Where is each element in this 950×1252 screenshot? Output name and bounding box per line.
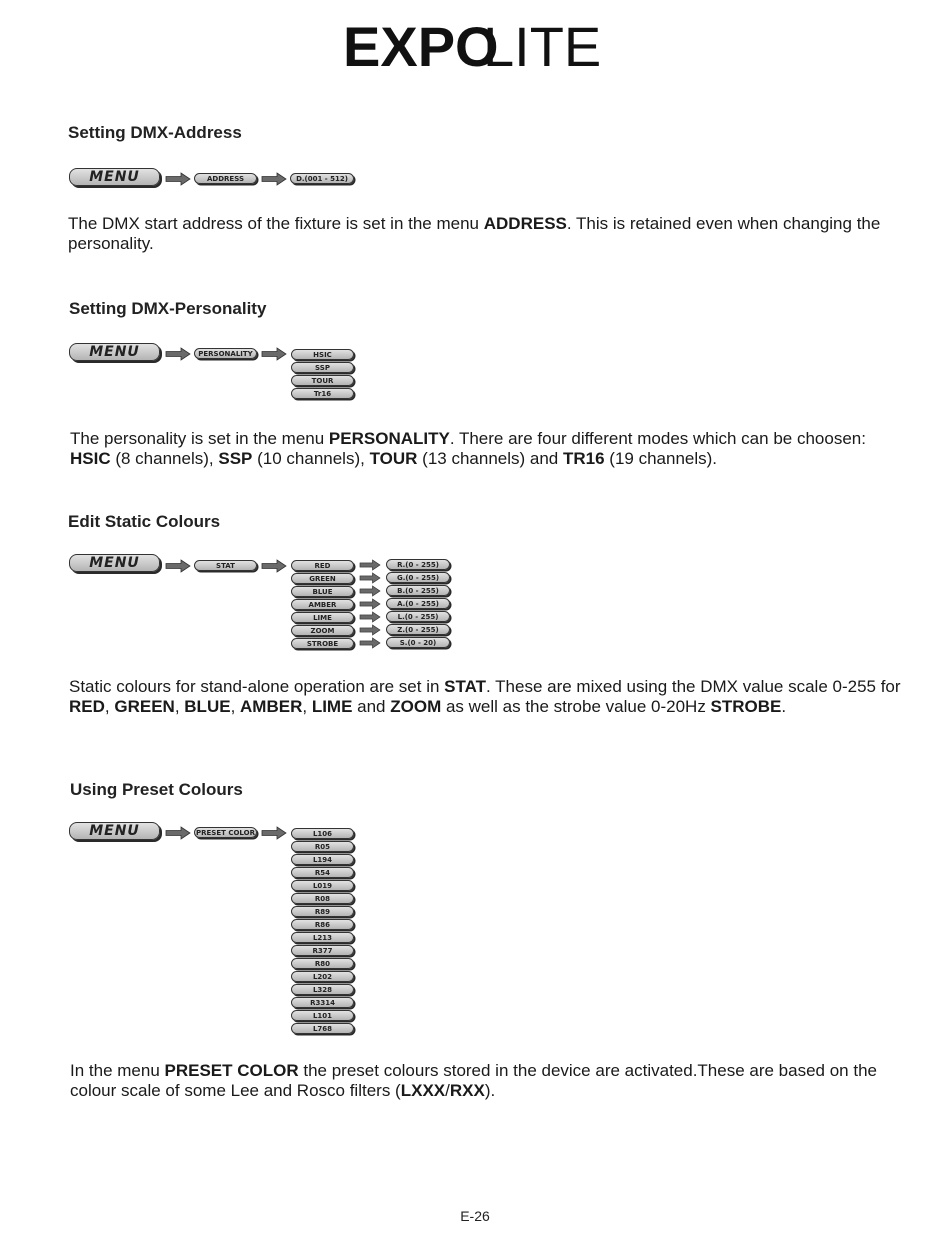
preset-option-label: R86 [314,920,331,929]
preset-option [291,919,354,930]
paragraph-personality: The personality is set in the menu PERSONALITY. There are four different modes which can be choosen: HSIC (8 channels), SSP (10 channels), TOUR (13 channels) and TR16 (19 channels). [70,429,866,468]
static-value [386,559,450,570]
preset-option [291,971,354,982]
preset-option-label: R377 [312,946,333,955]
arrow-right-icon [262,173,286,185]
static-value-label: G.(0 - 255) [396,573,440,582]
static-option-label: AMBER [308,600,337,609]
static-option-label: RED [314,561,331,570]
arrow-right-icon [358,586,382,596]
heading-edit-static-colours: Edit Static Colours [68,512,221,531]
menu-button: MENU [69,822,160,840]
static-option-label: STROBE [306,639,339,648]
heading-setting-dmx-personality: Setting DMX-Personality [69,299,267,318]
static-value-label: S.(0 - 20) [399,638,437,647]
static-option [291,612,354,623]
preset-color-menu-item-label: PRESET COLOR [196,828,255,837]
static-option [291,560,354,571]
personality-option-label: TOUR [311,376,334,385]
personality-option-label: Tr16 [313,389,332,398]
static-option-label: BLUE [312,587,333,596]
preset-option [291,880,354,891]
preset-option-label: R05 [314,842,331,851]
preset-option-label: L194 [312,855,333,864]
arrow-right-icon [166,348,190,360]
address-menu-item [194,173,257,184]
personality-option [291,375,354,386]
static-option-label: GREEN [309,574,336,583]
menu-button: MENU [69,343,160,361]
personality-menu-item [194,348,257,359]
address-value-item [290,173,354,184]
personality-option [291,362,354,373]
preset-option [291,997,354,1008]
arrow-right-icon [358,573,382,583]
static-value-label: Z.(0 - 255) [397,625,439,634]
personality-option-label: SSP [315,363,330,372]
preset-option-label: R3314 [310,998,335,1007]
paragraph-address: The DMX start address of the fixture is set in the menu ADDRESS. This is retained even when changing the personality. [68,214,881,253]
personality-option [291,349,354,360]
preset-option-label: L328 [312,985,333,994]
static-option [291,586,354,597]
preset-option-label: L213 [312,933,333,942]
personality-menu-item-label: PERSONALITY [198,349,253,358]
preset-option [291,1023,354,1034]
personality-option-label: HSIC [313,350,332,359]
arrow-right-icon [358,560,382,570]
static-value [386,598,450,609]
static-value-label: B.(0 - 255) [397,586,439,595]
preset-option-label: L106 [312,829,333,838]
preset-option-label: L768 [312,1024,333,1033]
address-value-label: D.(001 - 512) [296,174,348,183]
paragraph-static: Static colours for stand-alone operation are set in STAT. These are mixed using the DMX value scale 0-255 for RED, GREEN, BLUE, AMBER, LIME and ZOOM as well as the strobe value 0-20Hz STROBE. [69,677,901,716]
static-value [386,572,450,583]
stat-menu-item [194,560,257,571]
static-value-label: L.(0 - 255) [397,612,439,621]
arrow-right-icon [166,827,190,839]
preset-option [291,828,354,839]
static-option-label: LIME [313,613,332,622]
preset-option [291,841,354,852]
preset-option [291,945,354,956]
preset-option-label: L101 [312,1011,333,1020]
preset-option-label: L019 [312,881,333,890]
static-option-label: ZOOM [310,626,335,635]
arrow-right-icon [262,348,286,360]
static-option [291,573,354,584]
preset-option [291,932,354,943]
heading-setting-dmx-address: Setting DMX-Address [68,123,242,142]
preset-option [291,867,354,878]
arrow-right-icon [262,827,286,839]
address-menu-item-label: ADDRESS [207,174,244,183]
preset-option-label: R89 [314,907,331,916]
arrow-right-icon [166,560,190,572]
page-number: E-26 [460,1208,490,1224]
static-value-label: A.(0 - 255) [397,599,439,608]
menu-button: MENU [69,554,160,572]
static-value-label: R.(0 - 255) [397,560,439,569]
static-value [386,637,450,648]
static-option [291,599,354,610]
static-value [386,585,450,596]
stat-menu-item-label: STAT [216,561,235,570]
preset-option [291,854,354,865]
arrow-right-icon [166,173,190,185]
preset-option [291,984,354,995]
arrow-right-icon [262,560,286,572]
preset-option-label: R08 [314,894,331,903]
static-option [291,625,354,636]
arrow-right-icon [358,599,382,609]
preset-option-label: R80 [314,959,331,968]
expolite-logo [343,15,602,84]
static-value [386,624,450,635]
static-value [386,611,450,622]
preset-color-menu-item [194,827,257,838]
preset-option [291,893,354,904]
preset-option-label: L202 [312,972,333,981]
arrow-right-icon [358,625,382,635]
heading-using-preset-colours: Using Preset Colours [70,780,243,799]
personality-option [291,388,354,399]
logo-text-bold: EXPO [343,15,499,78]
preset-option [291,958,354,969]
arrow-right-icon [358,612,382,622]
paragraph-preset: In the menu PRESET COLOR the preset colours stored in the device are activated.These are based on the colour scale of some Lee and Rosco filters (LXXX/RXX). [70,1061,877,1100]
preset-option [291,906,354,917]
preset-option-label: R54 [314,868,331,877]
preset-option [291,1010,354,1021]
static-option [291,638,354,649]
menu-button: MENU [69,168,160,186]
logo-text-light: LITE [483,15,602,78]
arrow-right-icon [358,638,382,648]
